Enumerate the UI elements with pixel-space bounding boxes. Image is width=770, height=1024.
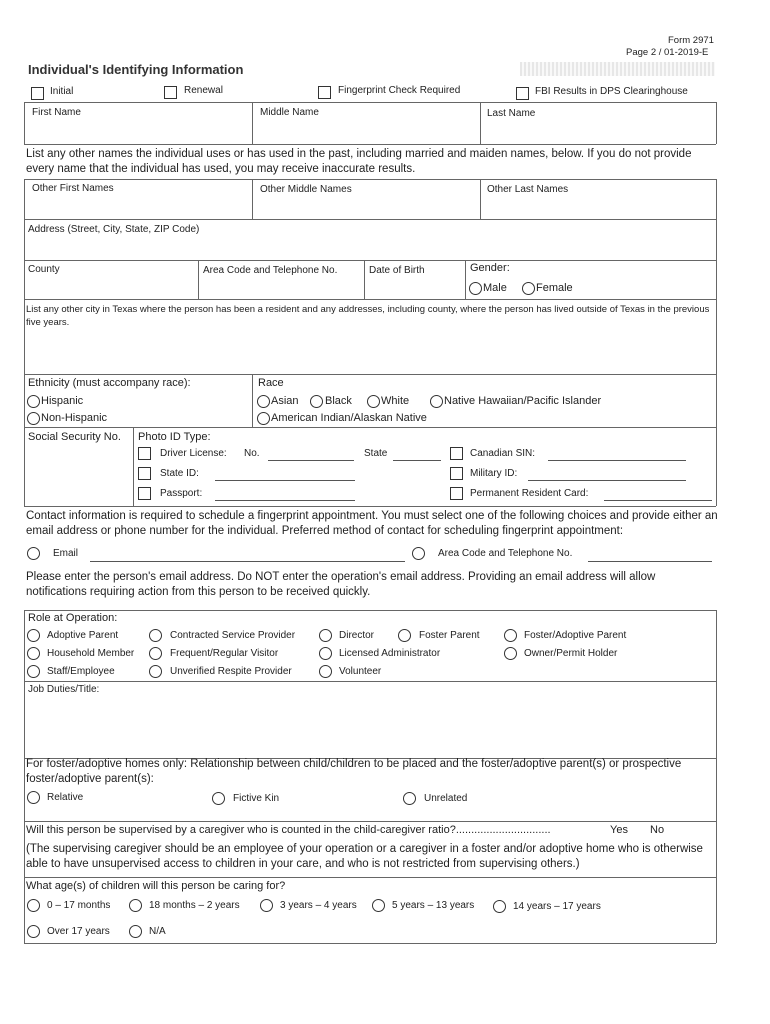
table-line — [465, 260, 466, 299]
table-line — [24, 877, 25, 943]
other-last-names-field[interactable]: Other Last Names — [487, 184, 569, 195]
job-duties-field[interactable]: Job Duties/Title: — [28, 684, 100, 695]
table-line — [24, 102, 716, 103]
contracted-label: Contracted Service Provider — [170, 630, 296, 641]
photo-id-label: Photo ID Type: — [138, 431, 211, 443]
ages-question: What age(s) of children will this person be caring for? — [26, 880, 286, 892]
fbi-label: FBI Results in DPS Clearinghouse — [535, 86, 688, 97]
black-radio[interactable] — [310, 395, 323, 408]
table-line — [716, 179, 717, 219]
ssn-field[interactable]: Social Security No. — [28, 431, 121, 443]
ethnicity-label: Ethnicity (must accompany race): — [28, 377, 191, 389]
age-na-label: N/A — [149, 926, 166, 937]
age-na-radio[interactable] — [129, 925, 142, 938]
adoptive-parent-radio[interactable] — [27, 629, 40, 642]
table-line — [24, 374, 25, 506]
table-line — [716, 260, 717, 299]
supervised-question: Will this person be supervised by a caregiver who is counted in the child-caregiver ratio?............................... — [26, 824, 551, 836]
owner-radio[interactable] — [504, 647, 517, 660]
table-line — [716, 374, 717, 506]
table-line — [24, 219, 716, 220]
table-line — [24, 299, 25, 374]
table-line — [24, 260, 716, 261]
prc-line[interactable] — [604, 500, 712, 501]
fictive-radio[interactable] — [212, 792, 225, 805]
fictive-label: Fictive Kin — [233, 793, 280, 804]
military-line[interactable] — [528, 480, 686, 481]
page-number: Page 2 / 01-2019-E — [626, 47, 709, 58]
scan-noise — [520, 62, 715, 76]
last-name-field[interactable]: Last Name — [487, 108, 536, 119]
state-id-label: State ID: — [160, 468, 199, 479]
dob-field[interactable]: Date of Birth — [369, 265, 425, 276]
contact-phone-line[interactable] — [588, 561, 712, 562]
dl-number-line[interactable] — [268, 460, 354, 461]
sin-label: Canadian SIN: — [470, 448, 536, 459]
white-radio[interactable] — [367, 395, 380, 408]
table-line — [24, 610, 25, 758]
director-radio[interactable] — [319, 629, 332, 642]
table-line — [198, 260, 199, 299]
respite-label: Unverified Respite Provider — [170, 666, 292, 677]
dl-number-label: No. — [244, 448, 260, 459]
table-line — [24, 821, 25, 877]
table-line — [133, 427, 134, 506]
role-label: Role at Operation: — [28, 612, 118, 624]
passport-label: Passport: — [160, 488, 203, 499]
initial-label: Initial — [50, 86, 74, 97]
table-line — [716, 102, 717, 144]
passport-line[interactable] — [215, 500, 355, 501]
table-line — [24, 374, 716, 375]
prc-checkbox[interactable] — [450, 487, 463, 500]
supervised-no[interactable]: No — [650, 824, 665, 836]
table-line — [716, 219, 717, 260]
relative-label: Relative — [47, 792, 84, 803]
table-line — [24, 427, 716, 428]
table-line — [24, 299, 716, 300]
age-over-17-label: Over 17 years — [47, 926, 110, 937]
supervised-yes[interactable]: Yes — [610, 824, 628, 836]
licensed-admin-radio[interactable] — [319, 647, 332, 660]
county-field[interactable]: County — [28, 264, 60, 275]
table-line — [24, 260, 25, 299]
table-line — [24, 610, 716, 611]
email-note: Please enter the person's email address. Do NOT enter the operation's email address. Providing an email address will allow notifications requiring action from this person to be received quickly. — [26, 571, 656, 598]
household-label: Household Member — [47, 648, 135, 659]
foster-parent-radio[interactable] — [398, 629, 411, 642]
supervised-note: (The supervising caregiver should be an employee of your operation or a caregiver in a foster and/or adoptive home who is otherwise able to have unsupervised access to children in your care, and who is not restricted from supervising others.) — [26, 843, 703, 870]
military-label: Military ID: — [470, 468, 518, 479]
respite-radio[interactable] — [149, 665, 162, 678]
age-5-13y-label: 5 years – 13 years — [392, 900, 475, 911]
sin-line[interactable] — [548, 460, 686, 461]
table-line — [716, 758, 717, 821]
non-hispanic-label: Non-Hispanic — [41, 412, 108, 424]
gender-label: Gender: — [470, 262, 510, 274]
age-5-13y-radio[interactable] — [372, 899, 385, 912]
table-line — [364, 260, 365, 299]
foster-parent-label: Foster Parent — [419, 630, 480, 641]
table-line — [716, 299, 717, 374]
male-radio[interactable] — [469, 282, 482, 295]
white-label: White — [381, 395, 410, 407]
fingerprint-label: Fingerprint Check Required — [338, 85, 461, 96]
table-line — [24, 877, 716, 878]
renewal-label: Renewal — [184, 85, 223, 96]
black-label: Black — [325, 395, 352, 407]
table-line — [480, 179, 481, 219]
section-title: Individual's Identifying Information — [28, 62, 244, 77]
relative-radio[interactable] — [27, 791, 40, 804]
other-cities-field[interactable]: List any other city in Texas where the person has been a resident and any addresses, including county, where the person has lived outside of Texas in the previous five years. — [26, 304, 710, 328]
male-label: Male — [483, 282, 507, 294]
dl-state-line[interactable] — [393, 460, 441, 461]
other-first-names-field[interactable]: Other First Names — [32, 183, 114, 194]
table-line — [24, 219, 25, 260]
middle-name-field[interactable]: Middle Name — [260, 107, 319, 118]
age-over-17-radio[interactable] — [27, 925, 40, 938]
adoptive-parent-label: Adoptive Parent — [47, 630, 119, 641]
owner-label: Owner/Permit Holder — [524, 648, 618, 659]
table-line — [24, 102, 25, 144]
household-radio[interactable] — [27, 647, 40, 660]
unrelated-label: Unrelated — [424, 793, 468, 804]
email-label: Email — [53, 548, 79, 559]
table-line — [24, 506, 716, 507]
foster-instruction: For foster/adoptive homes only: Relationship between child/children to be placed and the foster/adoptive parent(s) or prospective foster/adoptive parent(s): — [26, 758, 682, 785]
driver-license-label: Driver License: — [160, 448, 227, 459]
female-label: Female — [536, 282, 573, 294]
native-radio[interactable] — [257, 412, 270, 425]
age-14-17y-radio[interactable] — [493, 900, 506, 913]
table-line — [24, 758, 25, 821]
email-radio[interactable] — [27, 547, 40, 560]
table-line — [716, 821, 717, 877]
director-label: Director — [339, 630, 375, 641]
staff-radio[interactable] — [27, 665, 40, 678]
contact-phone-label: Area Code and Telephone No. — [438, 548, 573, 559]
table-line — [24, 943, 716, 944]
hispanic-radio[interactable] — [27, 395, 40, 408]
hispanic-label: Hispanic — [41, 395, 84, 407]
unrelated-radio[interactable] — [403, 792, 416, 805]
volunteer-radio[interactable] — [319, 665, 332, 678]
age-0-17m-label: 0 – 17 months — [47, 900, 111, 911]
race-label: Race — [258, 377, 284, 389]
first-name-field[interactable]: First Name — [32, 107, 81, 118]
email-line[interactable] — [90, 561, 405, 562]
fbi-checkbox[interactable] — [516, 87, 529, 100]
table-line — [716, 610, 717, 758]
hawaiian-label: Native Hawaiian/Pacific Islander — [444, 395, 602, 407]
table-line — [24, 179, 716, 180]
address-field[interactable]: Address (Street, City, State, ZIP Code) — [28, 224, 200, 235]
frequent-label: Frequent/Regular Visitor — [170, 648, 279, 659]
non-hispanic-radio[interactable] — [27, 412, 40, 425]
table-line — [252, 179, 253, 219]
age-18m-2y-label: 18 months – 2 years — [149, 900, 240, 911]
female-radio[interactable] — [522, 282, 535, 295]
native-label: American Indian/Alaskan Native — [271, 412, 427, 424]
hawaiian-radio[interactable] — [430, 395, 443, 408]
licensed-admin-label: Licensed Administrator — [339, 648, 441, 659]
asian-label: Asian — [271, 395, 299, 407]
driver-license-checkbox[interactable] — [138, 447, 151, 460]
other-names-instruction: List any other names the individual uses or has used in the past, including married and maiden names, below. If you do not provide every name that the individual has used, you may receive inaccurate results. — [26, 148, 692, 175]
contracted-radio[interactable] — [149, 629, 162, 642]
age-0-17m-radio[interactable] — [27, 899, 40, 912]
asian-radio[interactable] — [257, 395, 270, 408]
contact-phone-radio[interactable] — [412, 547, 425, 560]
state-id-line[interactable] — [215, 480, 355, 481]
other-middle-names-field[interactable]: Other Middle Names — [260, 184, 352, 195]
table-line — [24, 179, 25, 219]
table-line — [24, 144, 716, 145]
age-14-17y-label: 14 years – 17 years — [513, 901, 601, 912]
dl-state-label: State — [364, 448, 388, 459]
staff-label: Staff/Employee — [47, 666, 115, 677]
table-line — [24, 821, 716, 822]
foster-adoptive-label: Foster/Adoptive Parent — [524, 630, 627, 641]
table-line — [480, 102, 481, 144]
frequent-radio[interactable] — [149, 647, 162, 660]
sin-checkbox[interactable] — [450, 447, 463, 460]
form-number: Form 2971 — [668, 35, 714, 46]
renewal-checkbox[interactable] — [164, 86, 177, 99]
military-checkbox[interactable] — [450, 467, 463, 480]
age-3-4y-radio[interactable] — [260, 899, 273, 912]
passport-checkbox[interactable] — [138, 487, 151, 500]
telephone-field[interactable]: Area Code and Telephone No. — [203, 265, 338, 276]
prc-label: Permanent Resident Card: — [470, 488, 589, 499]
age-3-4y-label: 3 years – 4 years — [280, 900, 357, 911]
table-line — [716, 877, 717, 943]
table-line — [252, 102, 253, 144]
fingerprint-checkbox[interactable] — [318, 86, 331, 99]
initial-checkbox[interactable] — [31, 87, 44, 100]
state-id-checkbox[interactable] — [138, 467, 151, 480]
table-line — [24, 681, 716, 682]
contact-instruction: Contact information is required to schedule a fingerprint appointment. You must select one of the following choices and provide either an email address or phone number for the individual. Preferred method of contact for scheduling fingerprint appointment: — [26, 510, 718, 537]
table-line — [252, 374, 253, 427]
volunteer-label: Volunteer — [339, 666, 382, 677]
foster-adoptive-radio[interactable] — [504, 629, 517, 642]
age-18m-2y-radio[interactable] — [129, 899, 142, 912]
